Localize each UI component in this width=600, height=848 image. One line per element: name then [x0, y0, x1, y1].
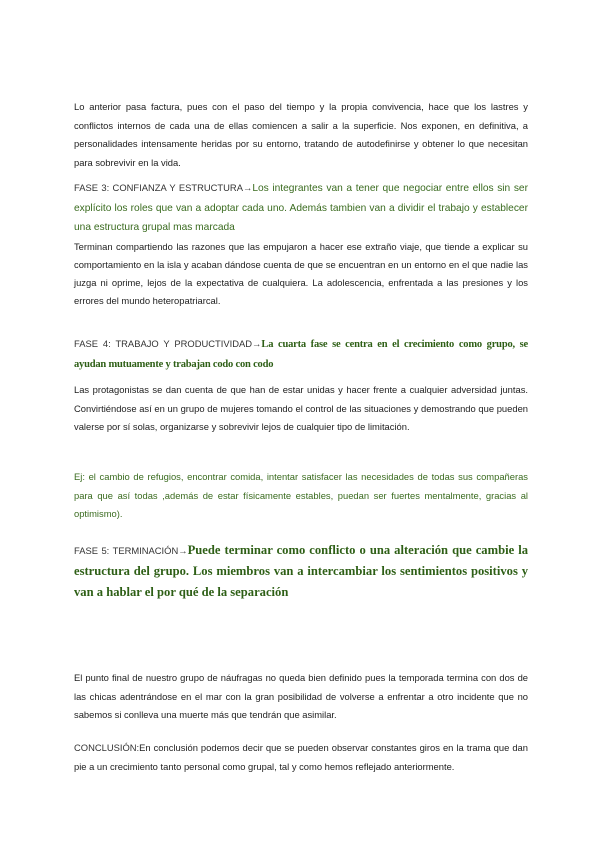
- fase3-label: FASE 3: CONFIANZA Y ESTRUCTURA→: [74, 182, 253, 193]
- fase5-label: FASE 5: TERMINACIÓN→: [74, 545, 188, 556]
- fase3-body: [74, 238, 528, 310]
- fase4-heading: [74, 335, 528, 374]
- fase3-heading: [74, 179, 528, 238]
- intro-paragraph: [74, 98, 528, 172]
- conclusion-label: CONCLUSIÓN:: [74, 742, 140, 753]
- fase5-description: Puede terminar como conflicto o una alteración que cambie la estructura del grupo. Los miembros van a intercambiar los sentimientos positivos y van a hablar el por qué de la separación: [74, 543, 528, 599]
- fase4-example-text: Ej: el cambio de refugios, encontrar comida, intentar satisfacer las necesidades de todas sus compañeras para que así todas ,además de estar físicamente estables, puedan ser fuertes mentalmente, gracias al optimismo).: [74, 471, 528, 519]
- fase4-example: [74, 468, 528, 524]
- fase3-description: Los integrantes van a tener que negociar entre ellos sin ser explícito los roles que van a adoptar cada uno. Además tambien van a dividir el trabajo y establecer una estructura grupal mas marcada: [74, 183, 528, 233]
- conclusion-text: En conclusión podemos decir que se pueden observar constantes giros en la trama que dan pie a un crecimiento tanto personal como grupal, tal y como hemos reflejado anteriormente.: [74, 742, 528, 772]
- fase4-body: [74, 381, 528, 437]
- conclusion: [74, 739, 528, 776]
- fase4-description: La cuarta fase se centra en el crecimiento como grupo, se ayudan mutuamente y trabajan codo con codo: [74, 339, 529, 370]
- fase4-body-text: Las protagonistas se dan cuenta de que han de estar unidas y hacer frente a cualquier adversidad juntas. Convirtiéndose así en un grupo de mujeres tomando el control de las situaciones y demostrando que pueden valerse por sí solas, organizarse y sobrevivir lejos de cualquier tipo de limitación.: [74, 384, 528, 432]
- fase5-body-text: El punto final de nuestro grupo de náufragas no queda bien definido pues la temporada termina con dos de las chicas adentrándose en el mar con la gran posibilidad de volverse a enfrentar a otro incidente que no sabemos si conlleva una muerte más que tendrán que asimilar.: [74, 672, 528, 720]
- fase3-body-text: Terminan compartiendo las razones que las empujaron a hacer ese extraño viaje, que tiende a explicar su comportamiento en la isla y acaban dándose cuenta de que se encuentran en un entorno en el que nadie las juzga ni oprime, lejos de la expectativa de cualquiera. La adolescencia, enfrentada a las presiones y los errores del mundo heteropatriarcal.: [74, 241, 528, 306]
- fase5-heading: [74, 540, 528, 603]
- fase5-body: [74, 669, 528, 725]
- intro-text: Lo anterior pasa factura, pues con el paso del tiempo y la propia convivencia, hace que los lastres y conflictos internos de cada una de ellas comiencen a salir a la superficie. Nos exponen, en definitiva, a personalidades intensamente heridas por su entorno, tratando de autodefinirse y obtener lo que necesitan para sobrevivir en la vida.: [74, 101, 528, 168]
- fase4-label: FASE 4: TRABAJO Y PRODUCTIVIDAD→: [74, 338, 262, 349]
